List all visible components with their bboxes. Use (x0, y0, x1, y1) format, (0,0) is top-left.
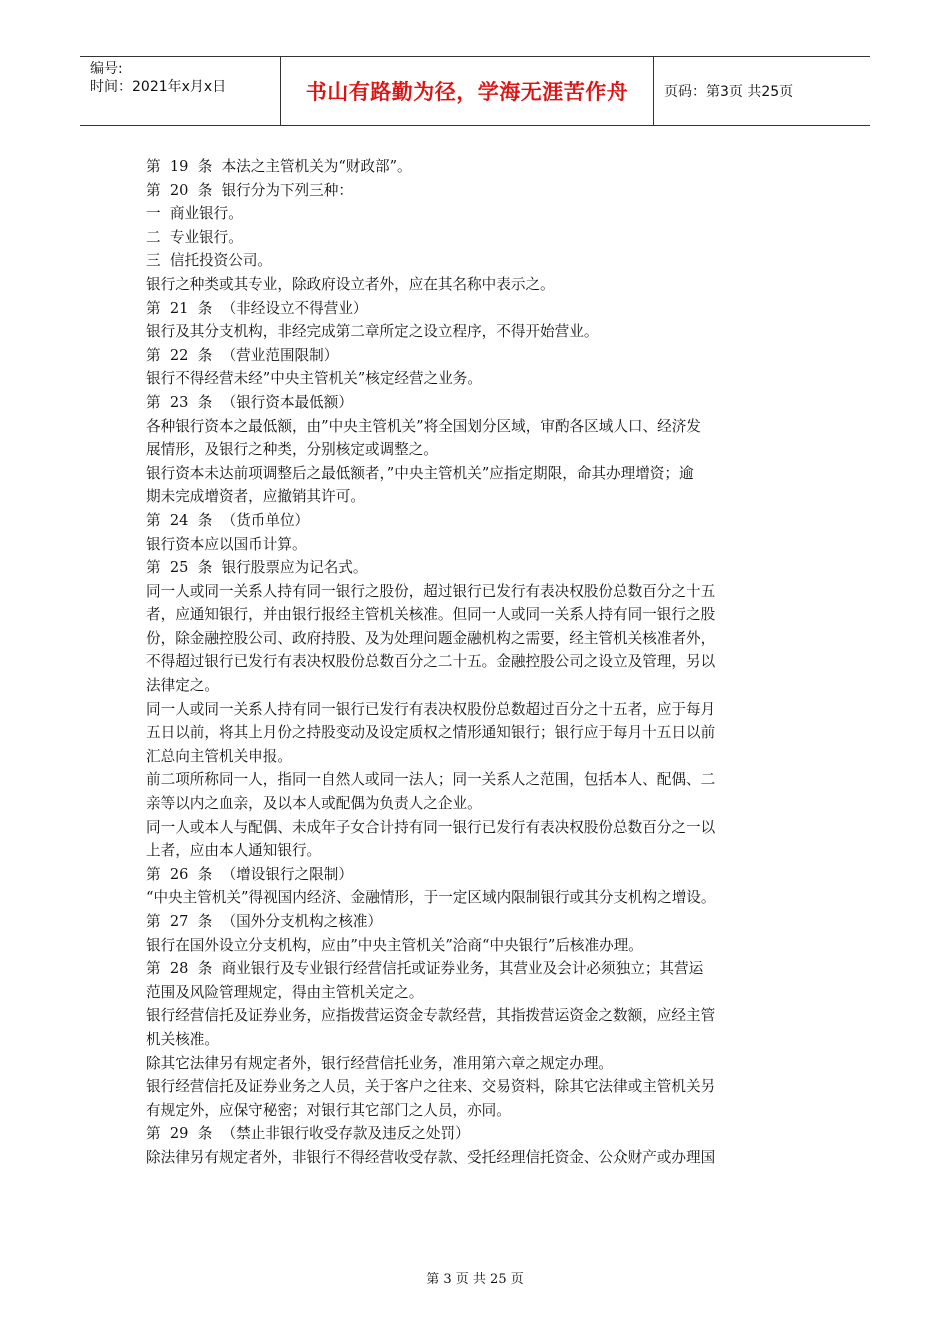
text-line: 第 19 条 本法之主管机关为“财政部”。 (146, 158, 412, 175)
text-line: 除其它法律另有规定者外，银行经营信托业务，准用第六章之规定办理。 (146, 1054, 614, 1072)
text-line: 银行经营信托及证券业务，应指拨营运资金专款经营，其指拨营运资金之数额，应经主管 (146, 1007, 716, 1025)
text-line: 亲等以内之血亲，及以本人或配偶为负责人之企业。 (146, 795, 482, 813)
document-number-label: 编号: (90, 61, 123, 77)
text-line: 范围及风险管理规定，得由主管机关定之。 (146, 983, 424, 1001)
text-line: 展情形，及银行之种类，分别核定或调整之。 (146, 441, 438, 459)
text-line: 第 26 条 （增设银行之限制） (146, 865, 353, 883)
text-line: 三 信托投资公司。 (146, 252, 273, 270)
text-line: 同一人或本人与配偶、未成年子女合计持有同一银行已发行有表决权股份总数百分之一以 (146, 818, 716, 836)
text-line: 五日以前，将其上月份之持股变动及设定质权之情形通知银行；银行应于每月十五日以前 (146, 724, 716, 742)
text-line: 上者，应由本人通知银行。 (146, 842, 322, 860)
page-header (80, 56, 870, 126)
text-line: 各种银行资本之最低额，由”中央主管机关”将全国划分区域，审酌各区域人口、经济发 (146, 417, 701, 435)
text-line: 第 25 条 银行股票应为记名式。 (146, 559, 368, 577)
text-line: 同一人或同一关系人持有同一银行之股份，超过银行已发行有表决权股份总数百分之十五 (146, 582, 716, 600)
text-line: 第 29 条 （禁止非银行收受存款及违反之处罚） (146, 1125, 470, 1143)
text-line: 第 22 条 （营业范围限制） (146, 346, 339, 364)
text-line: 银行资本应以国币计算。 (146, 535, 307, 553)
text-line: 汇总向主管机关申报。 (146, 747, 292, 765)
text-line: 银行经营信托及证券业务之人员，关于客户之往来、交易资料，除其它法律或主管机关另 (146, 1078, 716, 1096)
text-line: 不得超过银行已发行有表决权股份总数百分之二十五。金融控股公司之设立及管理，另以 (146, 653, 716, 671)
text-line: 一 商业银行。 (146, 205, 243, 223)
text-line: 银行在国外设立分支机构，应由”中央主管机关”洽商“中央银行”后核准办理。 (146, 936, 643, 954)
text-line: 银行资本未达前项调整后之最低额者，”中央主管机关”应指定期限，命其办理增资；逾 (146, 464, 694, 482)
header-motto: 书山有路勤为径，学海无涯苦作舟 (281, 57, 654, 125)
document-body (146, 155, 810, 1170)
text-line: 机关核准。 (146, 1030, 219, 1048)
text-line: 者，应通知银行，并由银行报经主管机关核准。但同一人或同一关系人持有同一银行之股 (146, 606, 716, 624)
text-line: 法律定之。 (146, 677, 219, 695)
text-line: 第 28 条 商业银行及专业银行经营信托或证券业务，其营业及会计必须独立；其营运 (146, 960, 704, 978)
text-line: 银行之种类或其专业，除政府设立者外，应在其名称中表示之。 (146, 275, 555, 293)
text-line: 份，除金融控股公司、政府持股、及为处理问题金融机构之需要，经主管机关核准者外， (146, 629, 716, 647)
text-line: “中央主管机关”得视国内经济、金融情形，于一定区域内限制银行或其分支机构之增设。 (146, 889, 716, 907)
text-line: 第 24 条 （货币单位） (146, 511, 310, 529)
text-line: 第 21 条 （非经设立不得营业） (146, 299, 368, 317)
page-footer: 第 3 页 共 25 页 (426, 1272, 524, 1287)
text-line: 银行及其分支机构，非经完成第二章所定之设立程序，不得开始营业。 (146, 323, 599, 341)
text-line: 期未完成增资者，应撤销其许可。 (146, 488, 365, 506)
text-line: 除法律另有规定者外，非银行不得经营收受存款、受托经理信托资金、公众财产或办理国 (146, 1148, 716, 1166)
header-page-info: 页码：第3页 共25页 (664, 84, 794, 100)
text-line: 二 专业银行。 (146, 228, 243, 246)
text-line: 第 23 条 （银行资本最低额） (146, 393, 353, 411)
document-time-label: 时间：2021年x月x日 (90, 79, 227, 95)
text-line: 同一人或同一关系人持有同一银行已发行有表决权股份总数超过百分之十五者，应于每月 (146, 700, 716, 718)
text-line: 第 20 条 银行分为下列三种： (146, 181, 353, 199)
text-line: 前二项所称同一人，指同一自然人或同一法人；同一关系人之范围，包括本人、配偶、二 (146, 771, 716, 789)
text-line: 有规定外，应保守秘密；对银行其它部门之人员，亦同。 (146, 1101, 511, 1119)
text-line: 银行不得经营未经”中央主管机关”核定经营之业务。 (146, 370, 482, 388)
text-line: 第 27 条 （国外分支机构之核准） (146, 913, 383, 930)
header-meta (80, 57, 281, 125)
